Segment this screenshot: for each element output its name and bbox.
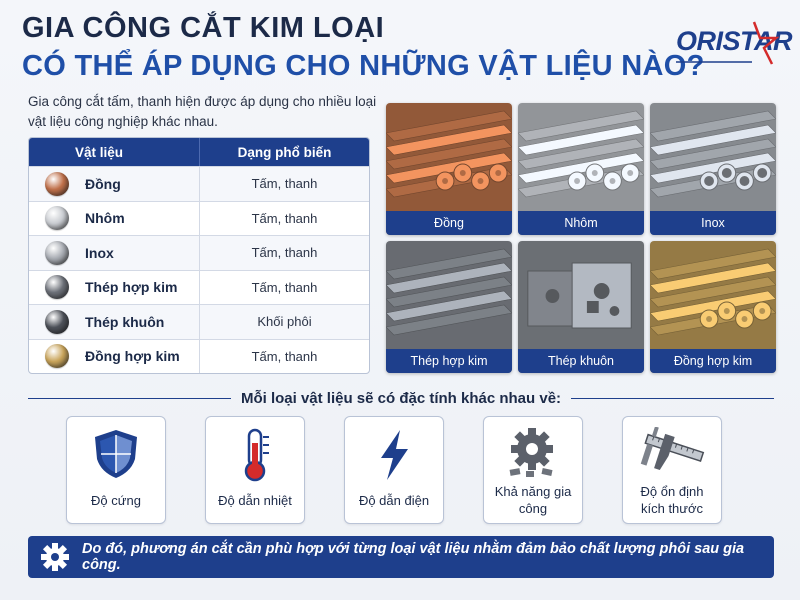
shield-icon (89, 427, 143, 481)
material-name: Thép hợp kim (85, 279, 178, 296)
material-caption: Đồng (386, 211, 512, 235)
material-swatch-icon (45, 206, 69, 230)
table-row (29, 166, 369, 201)
material-swatch-icon (45, 275, 69, 299)
material-photo-tile (650, 241, 776, 373)
material-caption: Thép khuôn (518, 349, 644, 373)
lightning-icon (367, 427, 421, 483)
material-name: Nhôm (85, 210, 125, 227)
header-form: Dạng phổ biến (237, 144, 332, 160)
table-row (29, 270, 369, 305)
material-swatch-icon (45, 172, 69, 196)
form-cell: Tấm, thanh (251, 348, 318, 364)
footer-text: Do đó, phương án cắt cần phù hợp với từng loại vật liệu nhằm đảm bảo chất lượng phôi sau gia công. (82, 541, 745, 573)
property-card-thermal (205, 416, 305, 524)
form-cell: Tấm, thanh (251, 176, 318, 192)
property-label: Khả năng gia công (494, 484, 572, 516)
caliper-icon (637, 427, 707, 483)
property-card-stability (622, 416, 722, 524)
table-row (29, 201, 369, 236)
gear-icon (502, 427, 564, 483)
page-title-line1: GIA CÔNG CẮT KIM LOẠI (22, 12, 385, 44)
property-card-machinability (483, 416, 583, 524)
material-cell (29, 236, 200, 270)
material-name: Đồng (85, 175, 121, 192)
material-name: Inox (85, 244, 114, 261)
form-cell: Tấm, thanh (251, 245, 318, 261)
material-swatch-icon (45, 310, 69, 334)
material-name: Thép khuôn (85, 313, 165, 330)
material-cell (29, 202, 200, 236)
logo-text: ORISTAR (676, 26, 792, 56)
material-caption: Inox (650, 211, 776, 235)
divider-right (571, 398, 774, 399)
material-photo-tile (650, 103, 776, 235)
table-row (29, 339, 369, 374)
properties-heading-text: Mỗi loại vật liệu sẽ có đặc tính khác nhau về: (240, 389, 562, 407)
header-material: Vật liệu (29, 138, 200, 166)
logo-star-mark-icon (672, 18, 788, 68)
materials-table (28, 137, 370, 374)
material-swatch-icon (45, 241, 69, 265)
divider-left (28, 398, 231, 399)
material-cell (29, 271, 200, 305)
property-label: Độ dẫn điện (358, 492, 430, 508)
material-caption: Thép hợp kim (386, 349, 512, 373)
form-cell: Tấm, thanh (251, 210, 318, 226)
property-card-electric (344, 416, 444, 524)
material-swatch-icon (45, 344, 69, 368)
form-cell: Tấm, thanh (251, 279, 318, 295)
material-photo-tile (518, 103, 644, 235)
footer-banner (28, 536, 774, 578)
material-photo-tile (386, 241, 512, 373)
material-caption: Đồng hợp kim (650, 349, 776, 373)
property-cards (66, 416, 722, 524)
material-photo-tile (386, 103, 512, 235)
table-row (29, 235, 369, 270)
thermometer-icon (228, 427, 282, 483)
table-header (29, 138, 369, 166)
material-caption: Nhôm (518, 211, 644, 235)
table-row (29, 304, 369, 339)
material-cell (29, 305, 200, 339)
material-cell (29, 340, 200, 374)
material-gallery (386, 103, 776, 373)
gear-icon (40, 542, 70, 572)
oristar-logo (672, 18, 792, 68)
properties-heading (28, 386, 774, 410)
form-cell: Khối phôi (257, 314, 312, 330)
intro-text: Gia công cắt tấm, thanh hiện được áp dụng cho nhiều loại vật liệu công nghiệp khác nhau. (28, 94, 377, 129)
property-card-hardness (66, 416, 166, 524)
material-cell (29, 167, 200, 201)
property-label: Độ ổn định kích thước (640, 484, 704, 516)
property-label: Độ dẫn nhiệt (218, 492, 292, 508)
property-label: Độ cứng (91, 492, 141, 508)
material-name: Đồng hợp kim (85, 348, 180, 365)
page-title-line2: CÓ THỂ ÁP DỤNG CHO NHỮNG VẬT LIỆU NÀO? (22, 50, 705, 82)
material-photo-tile (518, 241, 644, 373)
